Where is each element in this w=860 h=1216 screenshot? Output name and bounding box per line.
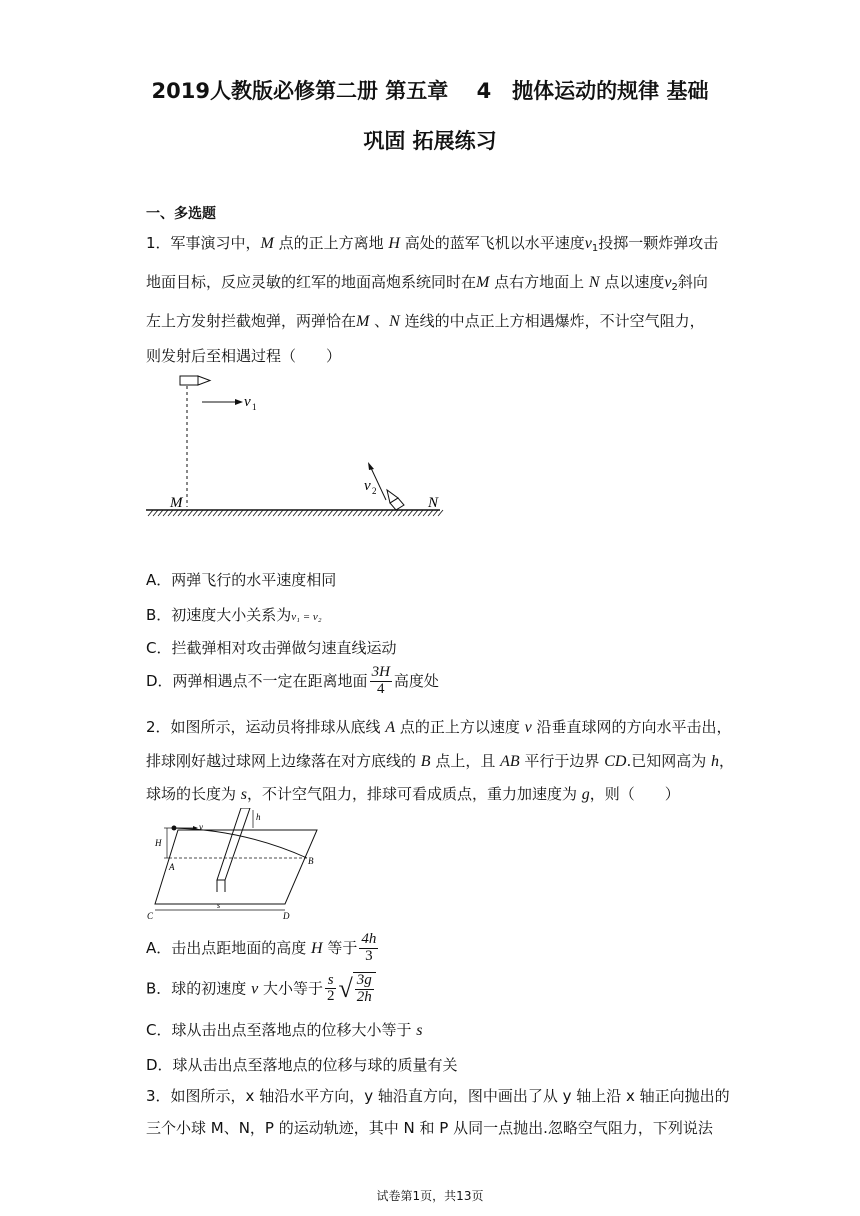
- fig-h-label: h: [256, 812, 261, 822]
- q3-line-2: 三个小球 M、N，P 的运动轨迹，其中 N 和 P 从同一点抛出.忽略空气阻力，下列说法: [146, 1119, 713, 1137]
- q3-line-1: 3．如图所示，x 轴沿水平方向，y 轴沿直方向，图中画出了从 y 轴上沿 x 轴正向抛出的: [146, 1087, 730, 1105]
- court-outline: [155, 830, 317, 904]
- page-footer: 试卷第1页，共13页: [376, 1189, 484, 1203]
- q2-line-3: 球场的长度为 s，不计空气阻力，排球可看成质点，重力加速度为 g，则（ ）: [146, 785, 680, 803]
- q2-line-2: 排球刚好越过球网上边缘落在对方底线的 B 点上，且 AB 平行于边界 CD.已知网高为 h，: [146, 752, 734, 770]
- page-title: [100, 66, 760, 166]
- ball-icon: [172, 826, 177, 831]
- fig-v1-sub: 1: [252, 402, 257, 412]
- v2-arrow: [368, 462, 386, 500]
- q1-line-1: 1．军事演习中，M 点的正上方离地 H 高处的蓝军飞机以水平速度$v_1$投掷一颗炸弹攻击: [146, 234, 719, 254]
- shell-icon: [387, 490, 404, 510]
- q1-option-a: A．两弹飞行的水平速度相同: [146, 571, 337, 589]
- fig-s-label: s: [217, 901, 221, 910]
- ground-hatching: [148, 510, 443, 516]
- fig-v-label: v: [199, 822, 203, 832]
- fig-A-label: A: [169, 862, 175, 872]
- q1-line-4: 则发射后至相遇过程（ ）: [146, 347, 342, 365]
- q1-option-c: C．拦截弹相对攻击弹做匀速直线运动: [146, 639, 397, 657]
- q2-option-a: A．击出点距地面的高度 H 等于 $\frac{4h}{3}$: [146, 931, 377, 964]
- fig-N-label: N: [428, 495, 439, 511]
- q1-option-b: B．初速度大小关系为v₁ = v₂: [146, 606, 322, 624]
- title-line-1: 2019人教版必修第二册 第五章 4 抛体运动的规律 基础: [151, 79, 709, 103]
- q2-option-c: C．球从击出点至落地点的位移大小等于 s: [146, 1021, 423, 1039]
- ball-trajectory: [174, 828, 307, 858]
- fig-C-label: C: [147, 911, 154, 921]
- q1-option-d: D．两弹相遇点不一定在距离地面 $\frac{3H}{4}$ 高度处: [146, 664, 439, 697]
- q1-figure: [140, 370, 450, 520]
- fig-v2-label: v: [364, 478, 371, 494]
- section-heading: 一、多选题: [146, 206, 216, 222]
- net: [217, 808, 250, 892]
- q1-line-2: 地面目标，反应灵敏的红军的地面高炮系统同时在M 点右方地面上 N 点以速度$v_2$斜向: [146, 273, 708, 293]
- fig-v2-sub: 2: [372, 486, 377, 496]
- fig-M-label: M: [170, 495, 183, 511]
- v1-arrow: [202, 399, 243, 405]
- q1-line-3: 左上方发射拦截炮弹，两弹恰在M 、N 连线的中点正上方相遇爆炸，不计空气阻力，: [146, 312, 705, 330]
- title-line-2: 巩固 拓展练习: [363, 129, 497, 153]
- fig-D-label: D: [283, 911, 290, 921]
- fig-H-label: H: [155, 838, 162, 848]
- q2-figure: [145, 808, 325, 923]
- q2-option-d: D．球从击出点至落地点的位移与球的质量有关: [146, 1056, 458, 1074]
- fig-v1-label: v: [244, 394, 251, 410]
- q2-option-b: B．球的初速度 v 大小等于 $\frac{s}{2}$ √ $\frac{3g}{2h}$: [146, 972, 376, 1006]
- fig-B-label: B: [308, 856, 314, 866]
- airplane-icon: [180, 376, 210, 385]
- q2-line-1: 2．如图所示，运动员将排球从底线 A 点的正上方以速度 v 沿垂直球网的方向水平击出，: [146, 718, 732, 736]
